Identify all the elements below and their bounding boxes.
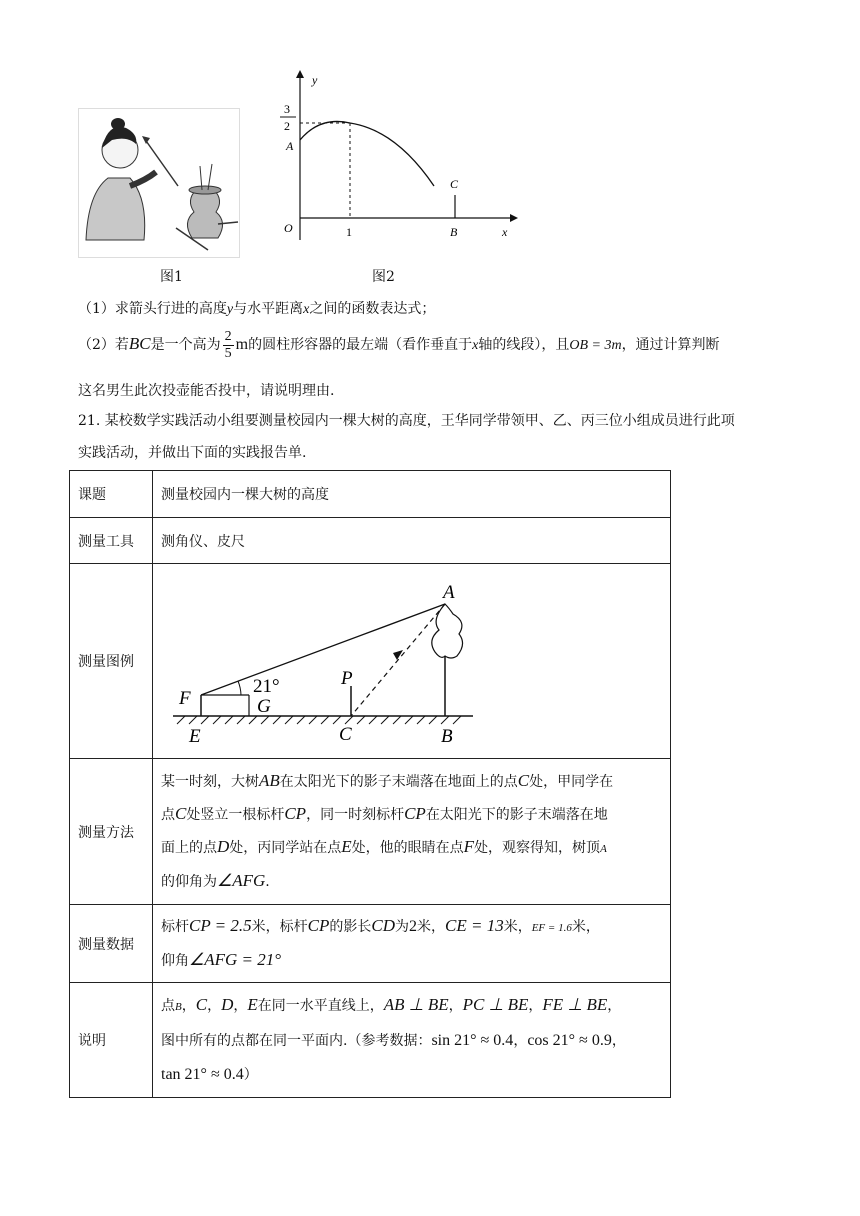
row-label-method: 测量方法: [70, 759, 153, 905]
label-g: G: [257, 696, 271, 717]
table-row: [70, 905, 671, 983]
table-row: [70, 471, 671, 518]
row-label-data: 测量数据: [70, 905, 153, 983]
row-value-diagram: [153, 564, 671, 759]
archer-illustration: [78, 108, 240, 258]
figure-2: [268, 68, 518, 243]
label-b: B: [441, 726, 453, 747]
row-value-tools: 测角仪、皮尺: [153, 518, 671, 564]
row-label-note: 说明: [70, 983, 153, 1098]
row-value-method: 某一时刻，大树AB在太阳光下的影子末端落在地面上的点C处，甲同学在 点C处竖立一根标杆CP，同一时刻标杆CP在太阳光下的影子末端落在地 面上的点D处，丙同学站在点E处，他的眼睛在点F处，观察得知，树顶A 的仰角为∠AFG.: [153, 759, 671, 905]
frac-two: 2: [284, 119, 290, 133]
label-c: C: [339, 724, 352, 745]
label-a: A: [443, 582, 455, 603]
figure-1: [78, 108, 240, 258]
row-label-topic: 课题: [70, 471, 153, 518]
y-axis-label: y: [312, 73, 318, 87]
q21-line1: 21. 某校数学实践活动小组要测量校园内一棵大树的高度，王华同学带领甲、乙、丙三位小组成员进行此项: [78, 413, 735, 429]
x-axis-label: x: [502, 225, 508, 239]
q20-part1: （1）求箭头行进的高度y与水平距离x之间的函数表达式；: [78, 301, 436, 317]
label-e: E: [189, 726, 201, 747]
point-a-label: A: [286, 139, 294, 153]
row-label-diagram: 测量图例: [70, 564, 153, 759]
point-b-label: B: [450, 225, 458, 239]
label-angle: 21°: [253, 676, 280, 697]
q20-part2: （2）若BC是一个高为 $\frac{2}{5}$ m的圆柱形容器的最左端（看作垂直于x轴的线段），且OB = 3m，通过计算判断: [78, 328, 720, 361]
label-f: F: [179, 688, 191, 709]
q20-part2-line2: 这名男生此次投壶能否投中，请说明理由.: [78, 383, 335, 399]
row-value-data: 标杆CP = 2.5米，标杆CP的影长CD为2米，CE = 13米，EF = 1.6米， 仰角∠AFG = 21°: [153, 905, 671, 983]
parabola-graph: [268, 68, 518, 243]
figure-1-caption: 图1: [160, 269, 183, 285]
table-row: [70, 564, 671, 759]
label-p: P: [341, 668, 353, 689]
practice-report-table: [69, 470, 671, 1098]
table-row: [70, 759, 671, 905]
row-label-tools: 测量工具: [70, 518, 153, 564]
measurement-diagram: [153, 564, 668, 754]
table-row: [70, 518, 671, 564]
tick-one-label: 1: [346, 225, 352, 239]
frac-three: 3: [284, 102, 290, 116]
fraction-two-fifths: $\frac{2}{5}$: [224, 328, 232, 361]
origin-label: O: [284, 221, 293, 235]
row-value-topic: 测量校园内一棵大树的高度: [153, 471, 671, 518]
table-row: [70, 983, 671, 1098]
point-c-label: C: [450, 177, 459, 191]
q21-line2: 实践活动，并做出下面的实践报告单.: [78, 445, 307, 461]
figure-2-caption: 图2: [372, 269, 395, 285]
row-value-note: 点B，C，D，E在同一水平直线上，AB ⊥ BE，PC ⊥ BE，FE ⊥ BE， 图中所有的点都在同一平面内.（参考数据：sin 21° ≈ 0.4，cos 21° ≈ 0.9， tan 21° ≈ 0.4）: [153, 983, 671, 1098]
